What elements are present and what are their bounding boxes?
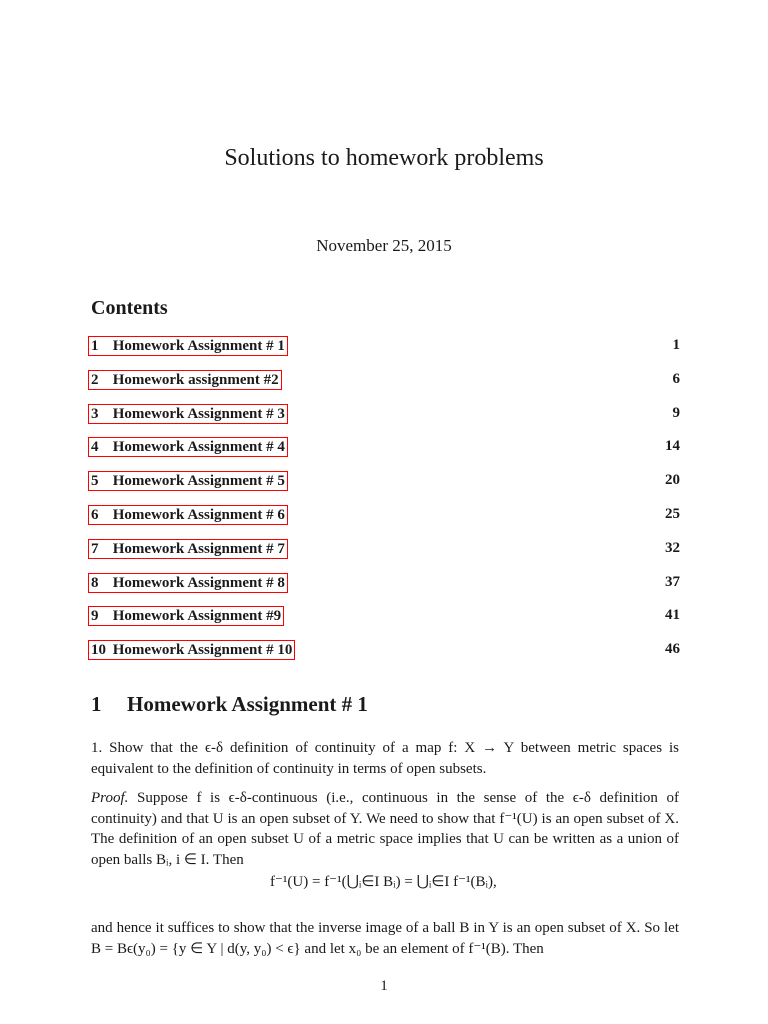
- toc-link[interactable]: [88, 640, 295, 660]
- toc-entry-number: 10: [91, 642, 106, 659]
- contents-heading: Contents: [91, 297, 168, 319]
- continuation-paragraph: and hence it suffices to show that the inverse image of a ball B in Y is an open subset of X. So let B = Bϵ(y₀) = {y ∈ Y | d(y, y₀) < ϵ} and let x₀ be an element of f⁻¹(B). Then: [91, 920, 679, 957]
- toc-page-number: 9: [672, 404, 680, 421]
- toc-page-number: 14: [665, 438, 680, 455]
- toc-link[interactable]: [88, 370, 282, 390]
- toc-link[interactable]: [88, 437, 288, 457]
- section-number: 1: [91, 692, 102, 716]
- toc-entry-number: 8: [91, 574, 99, 591]
- toc-entry-label: Homework Assignment #9: [112, 608, 282, 625]
- toc-link[interactable]: [88, 471, 288, 491]
- page-number: 1: [380, 978, 388, 994]
- toc-entry-number: 5: [91, 473, 99, 490]
- toc-entry-label: Homework Assignment # 4: [112, 439, 285, 456]
- toc-link[interactable]: [88, 539, 288, 559]
- problem-statement: 1. Show that the ϵ-δ definition of continuity of a map f: X → Y between metric spaces is equivalent to the definition of continuity in terms of open subsets.: [91, 740, 679, 777]
- toc-page-number: 46: [665, 641, 680, 658]
- toc-entry: [88, 436, 680, 470]
- document-date: November 25, 2015: [316, 236, 452, 255]
- proof-text: Suppose f is ϵ-δ-continuous (i.e., continuous in the sense of the ϵ-δ definition of continuity) and that U is an open subset of Y. We need to show that f⁻¹(U) is an open subset of X. The definition of an open subset U of a metric space implies that U can be written as a union of open balls Bᵢ, i ∈ I. Then: [91, 790, 679, 868]
- toc-link[interactable]: [88, 404, 288, 424]
- toc-entry: [88, 369, 680, 403]
- toc-entry-number: 6: [91, 506, 99, 523]
- toc-entry-label: Homework Assignment # 5: [112, 473, 285, 490]
- section-heading: [91, 692, 368, 717]
- toc-entry-label: Homework assignment #2: [112, 371, 279, 388]
- toc-entry: [88, 572, 680, 606]
- toc-entry-number: 9: [91, 608, 99, 625]
- toc-entry-number: 7: [91, 540, 99, 557]
- toc-entry: [88, 470, 680, 504]
- toc-page-number: 37: [665, 573, 680, 590]
- toc-entry-label: Homework Assignment # 6: [112, 506, 285, 523]
- toc-entry-number: 1: [91, 338, 99, 354]
- toc-entry-label: Homework Assignment # 10: [112, 642, 293, 659]
- toc-link[interactable]: [88, 573, 288, 593]
- toc-entry: [88, 403, 680, 437]
- toc-entry: [88, 639, 680, 673]
- table-of-contents: [88, 335, 680, 673]
- proof-paragraph: [91, 788, 679, 870]
- toc-page-number: 25: [665, 505, 680, 522]
- toc-entry: [88, 335, 680, 369]
- toc-page-number: 1: [672, 337, 680, 353]
- section-title: Homework Assignment # 1: [127, 692, 368, 716]
- toc-page-number: 20: [665, 472, 680, 489]
- toc-page-number: 6: [672, 370, 680, 387]
- proof-label: Proof.: [91, 790, 129, 806]
- toc-entry-label: Homework Assignment # 1: [112, 338, 285, 354]
- toc-entry-label: Homework Assignment # 3: [112, 405, 285, 422]
- toc-entry-label: Homework Assignment # 8: [112, 574, 285, 591]
- toc-entry: [88, 605, 680, 639]
- toc-entry-label: Homework Assignment # 7: [112, 540, 285, 557]
- toc-entry-number: 3: [91, 405, 99, 422]
- toc-link[interactable]: [88, 336, 288, 356]
- document-title: Solutions to homework problems: [224, 145, 544, 171]
- toc-link[interactable]: [88, 505, 288, 525]
- toc-entry-number: 4: [91, 439, 99, 456]
- toc-entry: [88, 504, 680, 538]
- toc-entry: [88, 538, 680, 572]
- display-equation: f⁻¹(U) = f⁻¹(⋃ᵢ∈I Bᵢ) = ⋃ᵢ∈I f⁻¹(Bᵢ),: [270, 874, 497, 890]
- toc-page-number: 41: [665, 607, 680, 624]
- toc-entry-number: 2: [91, 371, 99, 388]
- toc-page-number: 32: [665, 539, 680, 556]
- toc-link[interactable]: [88, 606, 284, 626]
